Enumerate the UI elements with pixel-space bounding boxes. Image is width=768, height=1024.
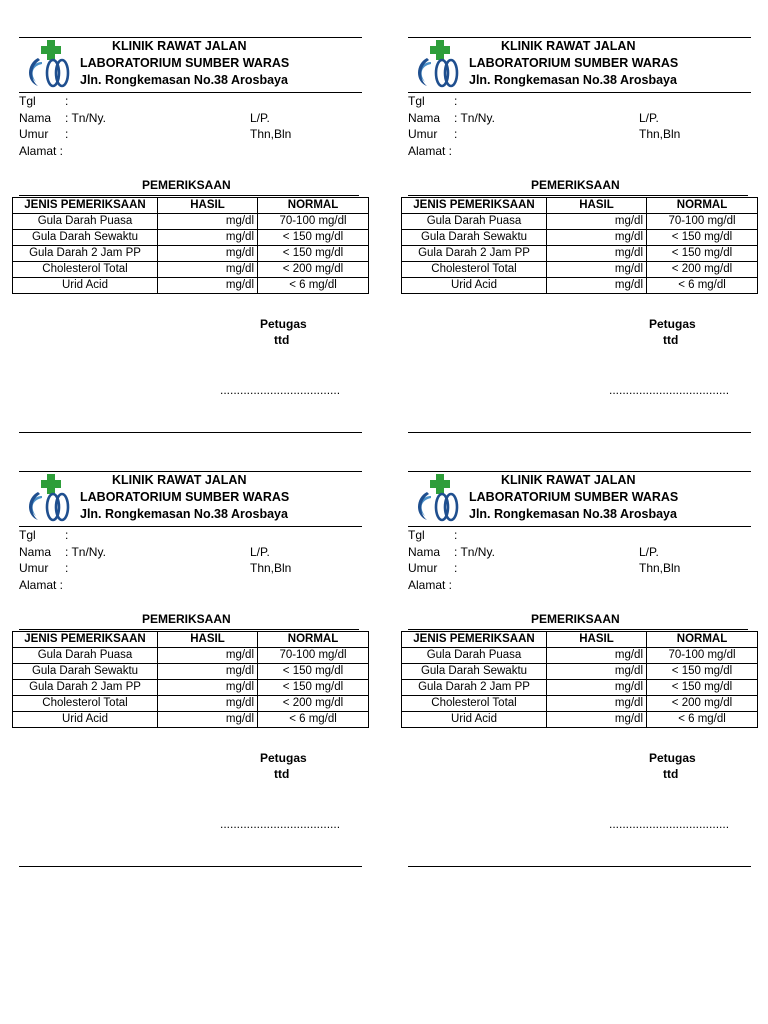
signature-label: ttd	[274, 767, 290, 781]
officer-label: Petugas	[260, 317, 307, 331]
exam-name: Cholesterol Total	[13, 696, 158, 712]
exam-name: Gula Darah Sewaktu	[13, 230, 158, 246]
column-header: JENIS PEMERIKSAAN	[13, 632, 158, 648]
exam-normal-range: < 150 mg/dl	[647, 664, 758, 680]
column-header: JENIS PEMERIKSAAN	[402, 632, 547, 648]
section-divider	[408, 629, 748, 630]
top-divider	[19, 471, 362, 472]
lab-name: LABORATORIUM SUMBER WARAS	[80, 490, 290, 504]
exam-normal-range: 70-100 mg/dl	[258, 648, 369, 664]
table-header-row	[13, 198, 369, 214]
exam-normal-range: < 150 mg/dl	[647, 230, 758, 246]
section-title: PEMERIKSAAN	[142, 612, 231, 626]
exam-name: Cholesterol Total	[402, 262, 547, 278]
exam-name: Gula Darah Puasa	[13, 214, 158, 230]
column-header: HASIL	[547, 198, 647, 214]
table-header-row	[13, 632, 369, 648]
column-header: HASIL	[158, 198, 258, 214]
table-row	[402, 214, 758, 230]
exam-name: Urid Acid	[402, 712, 547, 728]
clinic-address: Jln. Rongkemasan No.38 Arosbaya	[469, 507, 677, 521]
tgl-colon: :	[65, 94, 69, 108]
column-header: NORMAL	[258, 198, 369, 214]
umur-colon: :	[454, 561, 458, 575]
table-row	[402, 278, 758, 294]
exam-result: mg/dl	[547, 278, 647, 294]
section-title: PEMERIKSAAN	[531, 178, 620, 192]
age-unit-label: Thn,Bln	[639, 561, 681, 575]
exam-name: Urid Acid	[402, 278, 547, 294]
section-title: PEMERIKSAAN	[142, 178, 231, 192]
clinic-name: KLINIK RAWAT JALAN	[112, 39, 247, 53]
table-header-row	[402, 198, 758, 214]
gender-label: L/P.	[639, 545, 659, 559]
exam-normal-range: < 150 mg/dl	[258, 246, 369, 262]
table-row	[402, 664, 758, 680]
umur-label: Umur	[19, 127, 49, 141]
exam-name: Gula Darah Sewaktu	[402, 230, 547, 246]
age-unit-label: Thn,Bln	[250, 127, 292, 141]
table-row	[13, 230, 369, 246]
officer-label: Petugas	[649, 317, 696, 331]
exam-result: mg/dl	[158, 664, 258, 680]
exam-normal-range: < 6 mg/dl	[647, 712, 758, 728]
nama-value: : Tn/Ny.	[65, 545, 106, 559]
nama-value: : Tn/Ny.	[65, 111, 106, 125]
column-header: JENIS PEMERIKSAAN	[13, 198, 158, 214]
alamat-label: Alamat :	[19, 578, 64, 592]
exam-result: mg/dl	[158, 262, 258, 278]
exam-result: mg/dl	[547, 246, 647, 262]
bottom-divider	[408, 866, 751, 867]
gender-label: L/P.	[639, 111, 659, 125]
column-header: NORMAL	[647, 632, 758, 648]
exam-name: Gula Darah Sewaktu	[13, 664, 158, 680]
exam-name: Gula Darah 2 Jam PP	[402, 680, 547, 696]
exam-result: mg/dl	[547, 712, 647, 728]
exam-normal-range: 70-100 mg/dl	[258, 214, 369, 230]
age-unit-label: Thn,Bln	[639, 127, 681, 141]
table-row	[402, 712, 758, 728]
table-row	[13, 680, 369, 696]
clinic-logo-icon	[24, 474, 74, 524]
exam-normal-range: < 200 mg/dl	[258, 262, 369, 278]
officer-label: Petugas	[260, 751, 307, 765]
table-row	[13, 246, 369, 262]
tgl-colon: :	[454, 528, 458, 542]
column-header: HASIL	[158, 632, 258, 648]
clinic-name: KLINIK RAWAT JALAN	[501, 39, 636, 53]
alamat-label: Alamat :	[408, 578, 453, 592]
exam-result: mg/dl	[547, 214, 647, 230]
exam-result: mg/dl	[158, 696, 258, 712]
exam-name: Urid Acid	[13, 712, 158, 728]
exam-result: mg/dl	[158, 230, 258, 246]
tgl-colon: :	[454, 94, 458, 108]
header-divider	[408, 92, 751, 93]
signature-line: ....................................	[609, 817, 730, 831]
exam-name: Gula Darah Puasa	[402, 648, 547, 664]
signature-label: ttd	[663, 767, 679, 781]
column-header: NORMAL	[647, 198, 758, 214]
clinic-logo-icon	[24, 40, 74, 90]
umur-label: Umur	[19, 561, 49, 575]
alamat-label: Alamat :	[19, 144, 64, 158]
exam-normal-range: 70-100 mg/dl	[647, 648, 758, 664]
umur-label: Umur	[408, 127, 438, 141]
signature-label: ttd	[274, 333, 290, 347]
alamat-label: Alamat :	[408, 144, 453, 158]
table-row	[13, 648, 369, 664]
top-divider	[408, 37, 751, 38]
exam-normal-range: < 200 mg/dl	[258, 696, 369, 712]
table-row	[13, 278, 369, 294]
exam-result: mg/dl	[547, 648, 647, 664]
exam-result: mg/dl	[547, 696, 647, 712]
header-divider	[19, 92, 362, 93]
gender-label: L/P.	[250, 545, 270, 559]
exam-table	[12, 197, 369, 294]
nama-value: : Tn/Ny.	[454, 111, 495, 125]
exam-result: mg/dl	[547, 262, 647, 278]
header-divider	[19, 526, 362, 527]
exam-normal-range: < 150 mg/dl	[258, 230, 369, 246]
bottom-divider	[19, 866, 362, 867]
exam-normal-range: < 150 mg/dl	[258, 680, 369, 696]
table-row	[13, 262, 369, 278]
lab-name: LABORATORIUM SUMBER WARAS	[469, 56, 679, 70]
exam-name: Gula Darah 2 Jam PP	[13, 680, 158, 696]
section-divider	[19, 195, 359, 196]
exam-name: Cholesterol Total	[402, 696, 547, 712]
exam-name: Urid Acid	[13, 278, 158, 294]
exam-normal-range: < 150 mg/dl	[258, 664, 369, 680]
exam-name: Cholesterol Total	[13, 262, 158, 278]
lab-form-card	[401, 37, 761, 447]
exam-result: mg/dl	[158, 246, 258, 262]
top-divider	[19, 37, 362, 38]
exam-result: mg/dl	[547, 664, 647, 680]
signature-label: ttd	[663, 333, 679, 347]
exam-name: Gula Darah Sewaktu	[402, 664, 547, 680]
lab-name: LABORATORIUM SUMBER WARAS	[469, 490, 679, 504]
umur-label: Umur	[408, 561, 438, 575]
section-divider	[19, 629, 359, 630]
umur-colon: :	[65, 127, 69, 141]
table-row	[402, 246, 758, 262]
exam-name: Gula Darah Puasa	[13, 648, 158, 664]
nama-label: Nama	[19, 545, 52, 559]
nama-label: Nama	[19, 111, 52, 125]
clinic-address: Jln. Rongkemasan No.38 Arosbaya	[469, 73, 677, 87]
table-row	[13, 664, 369, 680]
tgl-label: Tgl	[19, 528, 36, 542]
table-row	[402, 680, 758, 696]
lab-name: LABORATORIUM SUMBER WARAS	[80, 56, 290, 70]
bottom-divider	[19, 432, 362, 433]
exam-normal-range: < 150 mg/dl	[647, 246, 758, 262]
exam-table	[12, 631, 369, 728]
signature-line: ....................................	[220, 817, 341, 831]
clinic-name: KLINIK RAWAT JALAN	[501, 473, 636, 487]
exam-normal-range: 70-100 mg/dl	[647, 214, 758, 230]
nama-label: Nama	[408, 111, 441, 125]
exam-name: Gula Darah Puasa	[402, 214, 547, 230]
exam-normal-range: < 200 mg/dl	[647, 696, 758, 712]
header-divider	[408, 526, 751, 527]
exam-result: mg/dl	[158, 278, 258, 294]
exam-result: mg/dl	[158, 648, 258, 664]
exam-normal-range: < 6 mg/dl	[258, 712, 369, 728]
table-row	[13, 712, 369, 728]
exam-result: mg/dl	[547, 230, 647, 246]
table-row	[402, 230, 758, 246]
clinic-address: Jln. Rongkemasan No.38 Arosbaya	[80, 507, 288, 521]
tgl-label: Tgl	[19, 94, 36, 108]
exam-table	[401, 197, 758, 294]
exam-result: mg/dl	[158, 680, 258, 696]
exam-normal-range: < 150 mg/dl	[647, 680, 758, 696]
exam-table	[401, 631, 758, 728]
exam-result: mg/dl	[158, 214, 258, 230]
exam-normal-range: < 6 mg/dl	[647, 278, 758, 294]
column-header: HASIL	[547, 632, 647, 648]
clinic-logo-icon	[413, 474, 463, 524]
exam-name: Gula Darah 2 Jam PP	[13, 246, 158, 262]
table-row	[402, 262, 758, 278]
gender-label: L/P.	[250, 111, 270, 125]
lab-form-card	[401, 471, 761, 881]
exam-normal-range: < 200 mg/dl	[647, 262, 758, 278]
table-row	[13, 696, 369, 712]
exam-name: Gula Darah 2 Jam PP	[402, 246, 547, 262]
signature-line: ....................................	[609, 383, 730, 397]
exam-result: mg/dl	[158, 712, 258, 728]
nama-value: : Tn/Ny.	[454, 545, 495, 559]
bottom-divider	[408, 432, 751, 433]
exam-normal-range: < 6 mg/dl	[258, 278, 369, 294]
column-header: NORMAL	[258, 632, 369, 648]
section-title: PEMERIKSAAN	[531, 612, 620, 626]
clinic-logo-icon	[413, 40, 463, 90]
table-row	[402, 696, 758, 712]
exam-result: mg/dl	[547, 680, 647, 696]
lab-form-card	[12, 37, 372, 447]
signature-line: ....................................	[220, 383, 341, 397]
umur-colon: :	[65, 561, 69, 575]
clinic-address: Jln. Rongkemasan No.38 Arosbaya	[80, 73, 288, 87]
table-row	[402, 648, 758, 664]
table-row	[13, 214, 369, 230]
tgl-label: Tgl	[408, 528, 425, 542]
lab-form-card	[12, 471, 372, 881]
tgl-colon: :	[65, 528, 69, 542]
column-header: JENIS PEMERIKSAAN	[402, 198, 547, 214]
umur-colon: :	[454, 127, 458, 141]
age-unit-label: Thn,Bln	[250, 561, 292, 575]
clinic-name: KLINIK RAWAT JALAN	[112, 473, 247, 487]
section-divider	[408, 195, 748, 196]
tgl-label: Tgl	[408, 94, 425, 108]
nama-label: Nama	[408, 545, 441, 559]
officer-label: Petugas	[649, 751, 696, 765]
top-divider	[408, 471, 751, 472]
table-header-row	[402, 632, 758, 648]
